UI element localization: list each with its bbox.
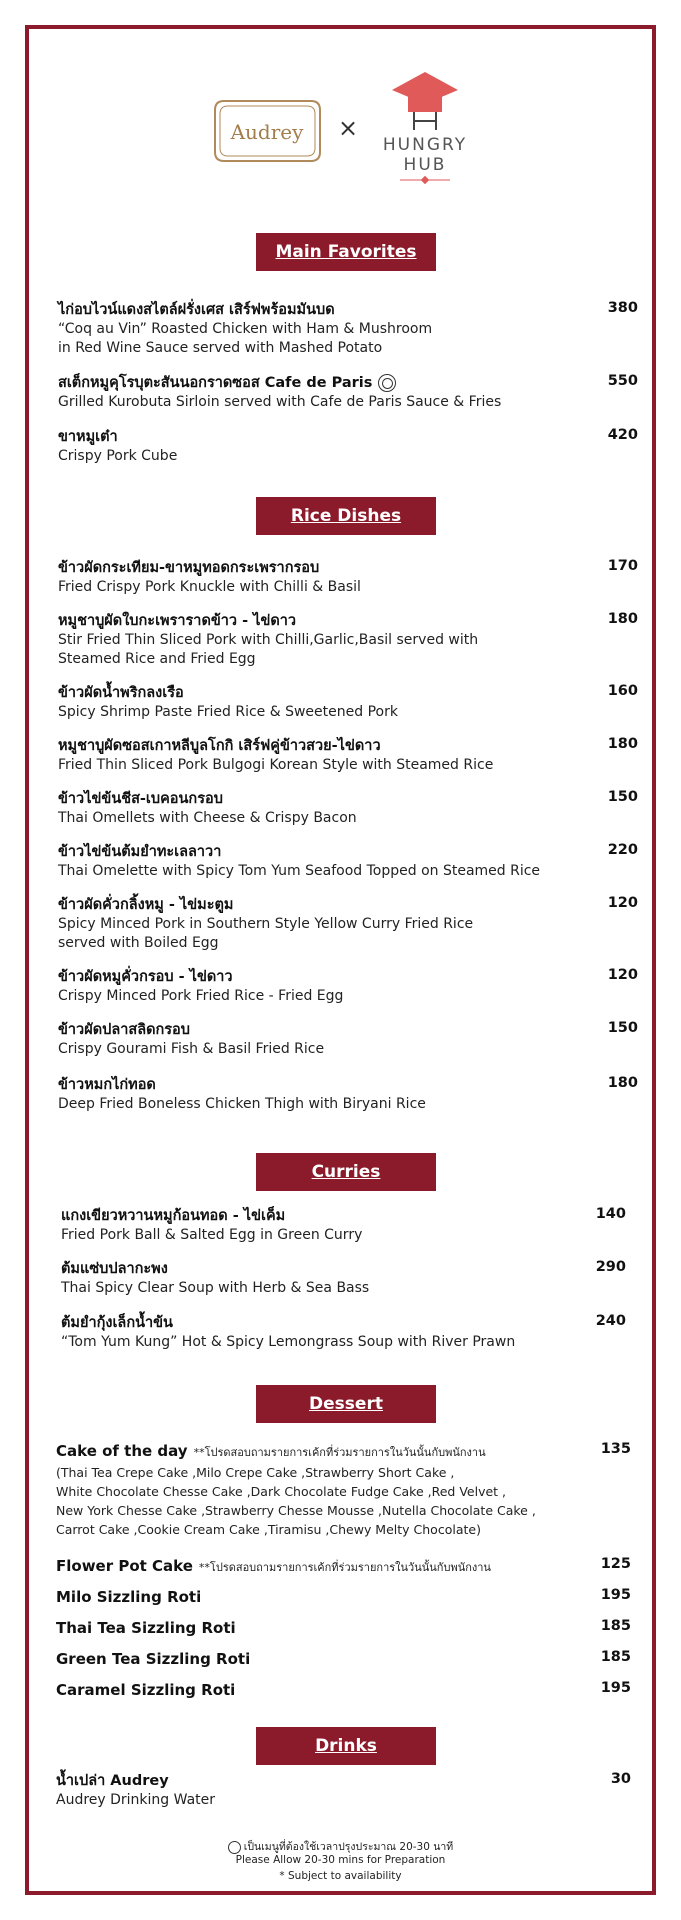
price: 185: [600, 1618, 631, 1634]
logo-header: [210, 70, 480, 185]
price: 150: [607, 789, 638, 805]
menu-item: ข้าวไข่ข้นชีส-เบคอนกรอบ Thai Omellets with Cheese & Crispy Bacon 150: [58, 789, 638, 826]
price: 125: [600, 1556, 631, 1572]
menu-item: ต้มยำกุ้งเล็กน้ำข้น “Tom Yum Kung” Hot & Spicy Lemongrass Soup with River Prawn 240: [61, 1313, 626, 1350]
hungry-hub-logo: [370, 70, 480, 185]
price: 120: [607, 895, 638, 911]
audrey-logo: [210, 95, 325, 167]
section-drinks: Drinks: [256, 1727, 436, 1765]
price: 550: [607, 373, 638, 389]
menu-item: ข้าวผัดน้ำพริกลงเรือ Spicy Shrimp Paste Fried Rice & Sweetened Pork 160: [58, 683, 638, 720]
section-curries: Curries: [256, 1153, 436, 1191]
price: 195: [600, 1680, 631, 1696]
clock-icon: [228, 1841, 241, 1854]
price: 170: [607, 558, 638, 574]
hungry-hub-text-2: HUB: [403, 155, 447, 175]
hungry-hub-text-1: HUNGRY: [382, 135, 468, 155]
section-main-favorites: Main Favorites: [256, 233, 436, 271]
price: 240: [595, 1313, 626, 1329]
menu-item: ข้าวผัดปลาสลิดกรอบ Crispy Gourami Fish & Basil Fried Rice 150: [58, 1020, 638, 1057]
menu-item: แกงเขียวหวานหมูก้อนทอด - ไข่เค็ม Fried Pork Ball & Salted Egg in Green Curry 140: [61, 1206, 626, 1243]
menu-item: ขาหมูเต๋า Crispy Pork Cube 420: [58, 427, 638, 464]
price: 380: [607, 300, 638, 316]
menu-item: หมูชาบูผัดซอสเกาหลีบูลโกกิ เสิร์ฟคู่ข้าวสวย-ไข่ดาว Fried Thin Sliced Pork Bulgogi Korean Style with Steamed Rice 180: [58, 736, 638, 773]
menu-item: ข้าวผัดกระเทียม-ขาหมูทอดกระเพรากรอบ Fried Crispy Pork Knuckle with Chilli & Basil 170: [58, 558, 638, 595]
menu-item: Cake of the day **โปรดสอบถามรายการเค้กที่ร่วมรายการในวันนั้นกับพนักงาน (Thai Tea Crepe Cake ,Milo Crepe Cake ,Strawberry Short Cake , White Chocolate Chesse Cake ,Dark Chocolate Fudge Cake ,Red Velvet , New York Chesse Cake ,Strawberry Chesse Mousse ,Nutella Chocolate Cake , Carrot Cake ,Cookie Cream Cake ,Tiramisu ,Chewy Melty Chocolate) 135: [56, 1441, 631, 1537]
section-rice-dishes: Rice Dishes: [256, 497, 436, 535]
price: 420: [607, 427, 638, 443]
menu-item: ไก่อบไวน์แดงสไตล์ฝรั่งเศส เสิร์ฟพร้อมมันบด “Coq au Vin” Roasted Chicken with Ham & Mushroom in Red Wine Sauce served with Mashed Potato 380: [58, 300, 638, 356]
price: 150: [607, 1020, 638, 1036]
audrey-logo-text: Audrey: [230, 120, 304, 144]
menu-item: Caramel Sizzling Roti 195: [56, 1680, 631, 1699]
price: 140: [595, 1206, 626, 1222]
footer-note-th: เป็นเมนูที่ต้องใช้เวลาปรุงประมาณ 20-30 นาที: [0, 1838, 681, 1855]
footer-availability: * Subject to availability: [279, 1870, 402, 1882]
price: 220: [607, 842, 638, 858]
menu-item: ข้าวไข่ข้นต้มยำทะเลลาวา Thai Omelette with Spicy Tom Yum Seafood Topped on Steamed Rice 220: [58, 842, 638, 879]
price: 185: [600, 1649, 631, 1665]
price: 290: [595, 1259, 626, 1275]
menu-item: Green Tea Sizzling Roti 185: [56, 1649, 631, 1668]
collab-x: ×: [338, 114, 359, 142]
menu-item: ต้มแซ่บปลากะพง Thai Spicy Clear Soup with Herb & Sea Bass 290: [61, 1259, 626, 1296]
menu-item: หมูชาบูผัดใบกะเพราราดข้าว - ไข่ดาว Stir Fried Thin Sliced Pork with Chilli,Garlic,Basil served with Steamed Rice and Fried Egg 180: [58, 611, 638, 667]
section-dessert: Dessert: [256, 1385, 436, 1423]
price: 160: [607, 683, 638, 699]
menu-item: ข้าวผัดหมูคั่วกรอบ - ไข่ดาว Crispy Minced Pork Fried Rice - Fried Egg 120: [58, 967, 638, 1004]
price: 135: [600, 1441, 631, 1457]
price: 195: [600, 1587, 631, 1603]
menu-item: น้ำเปล่า Audrey Audrey Drinking Water 30: [56, 1771, 631, 1808]
menu-item: Flower Pot Cake **โปรดสอบถามรายการเค้กที่ร่วมรายการในวันนั้นกับพนักงาน 125: [56, 1556, 631, 1575]
menu-item: Thai Tea Sizzling Roti 185: [56, 1618, 631, 1637]
price: 180: [607, 611, 638, 627]
price: 180: [607, 1075, 638, 1091]
menu-item: สเต็กหมูคุโรบุตะสันนอกราดซอส Cafe de Paris Grilled Kurobuta Sirloin served with Cafe de Paris Sauce & Fries 550: [58, 373, 638, 410]
menu-item: Milo Sizzling Roti 195: [56, 1587, 631, 1606]
price: 180: [607, 736, 638, 752]
price: 30: [610, 1771, 631, 1787]
footer-note-en: Please Allow 20-30 mins for Preparation: [235, 1854, 446, 1866]
menu-item: ข้าวหมกไก่ทอด Deep Fried Boneless Chicken Thigh with Biryani Rice 180: [58, 1075, 638, 1112]
menu-item: ข้าวผัดคั่วกลิ้งหมู - ไข่มะตูม Spicy Minced Pork in Southern Style Yellow Curry Fried Rice served with Boiled Egg 120: [58, 895, 638, 951]
clock-icon: [378, 374, 396, 392]
price: 120: [607, 967, 638, 983]
